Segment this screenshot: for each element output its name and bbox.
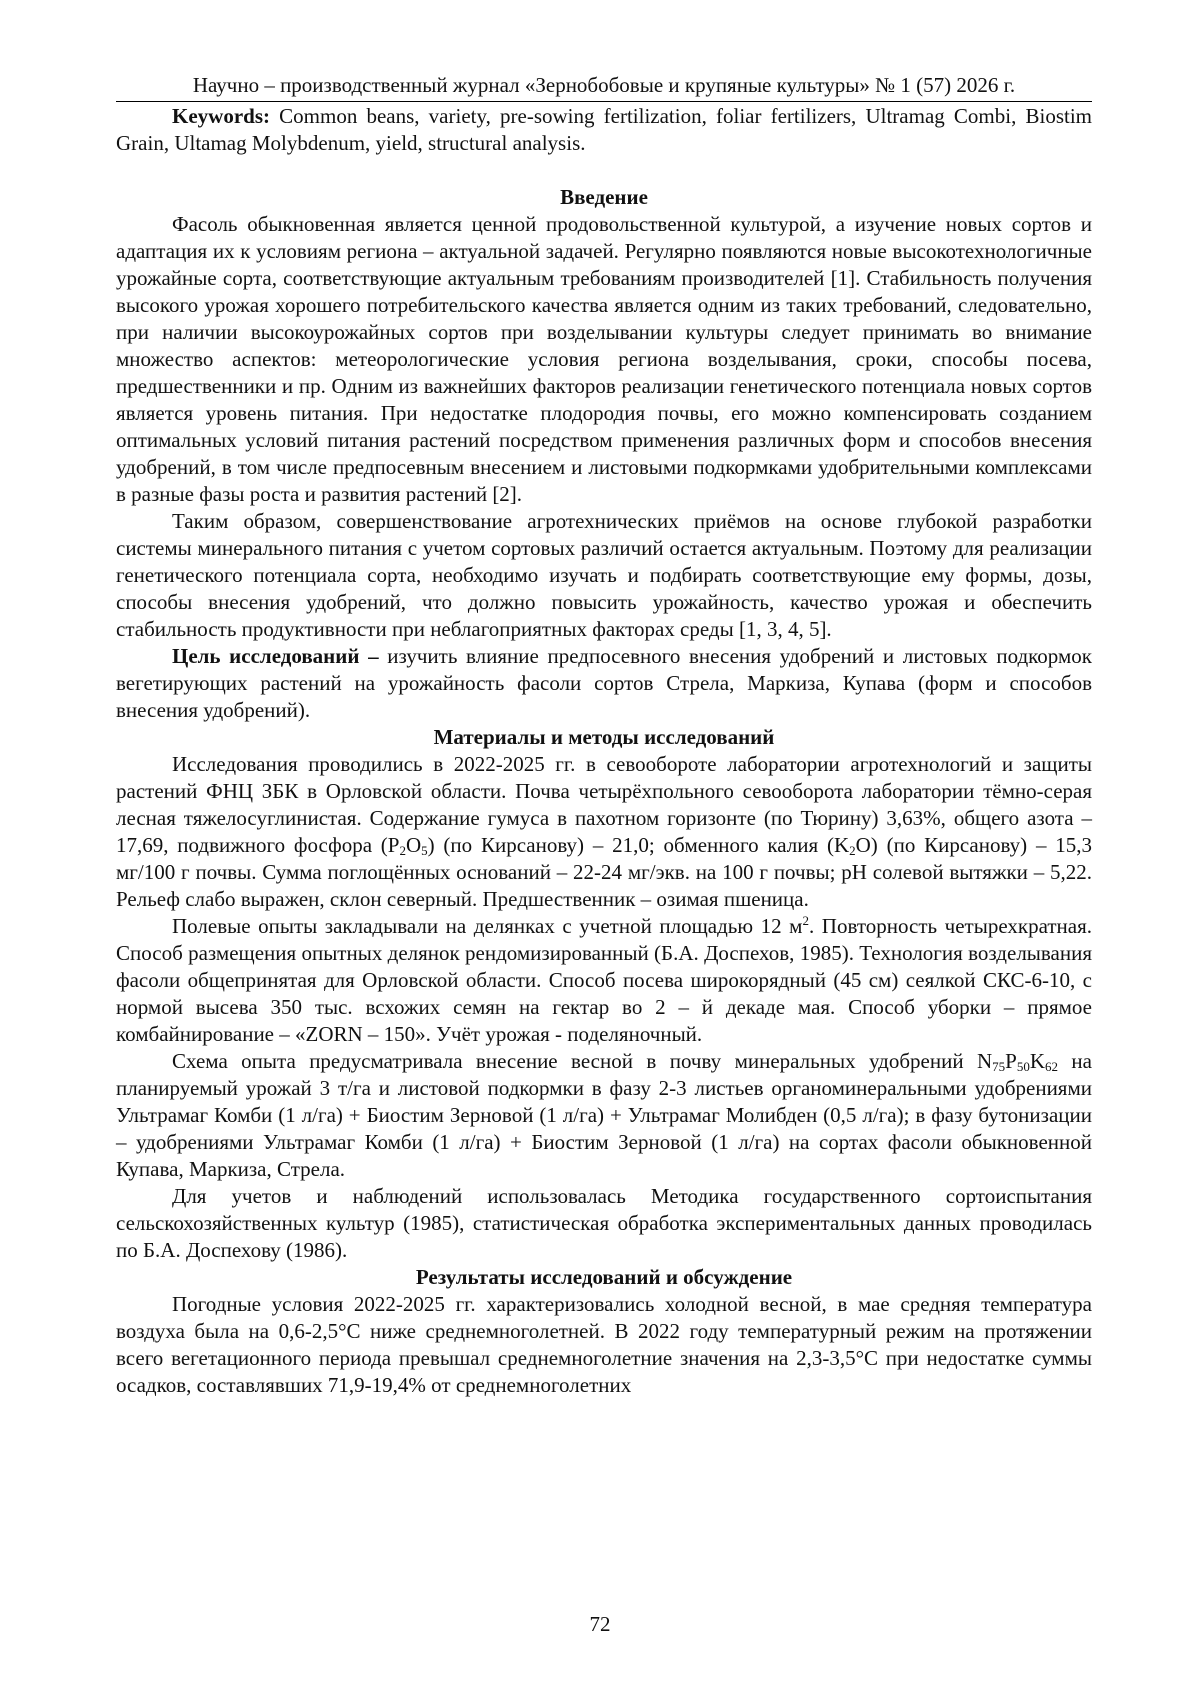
methods-p3-text-b: на планируемый урожай 3 т/га и листовой подкормки в фазу 2-3 листьев органоминеральными удобрениями Ультрамаг Комби (1 л/га) + Биостим Зерновой (1 л/га) + Ультрамаг Молибден (0,5 л/га); в фазу бутонизации – удобрениями Ультрамаг Комби (1 л/га) + Биостим Зерновой (1 л/га) на сортах фасоли обыкновенной Купава, Маркиза, Стрела. <box>116 1049 1092 1181</box>
results-paragraph-1: Погодные условия 2022-2025 гг. характеризовались холодной весной, в мае средняя температура воздуха была на 0,6-2,5°С ниже среднемноголетней. В 2022 году температурный режим на протяжении всего вегетационного периода превышал среднемноголетние значения на 2,3-3,5°С при недостатке суммы осадков, составлявших 71,9-19,4% от среднемноголетних <box>116 1292 1092 1397</box>
methods-p1-text-d: O) (по Кирсанову) – 15,3 мг/100 г почвы. Сумма поглощённых оснований – 22-24 мг/экв. на 100 г почвы; рН солевой вытяжки – 5,22. Рельеф слабо выражен, склон северный. Предшественник – озимая пшеница. <box>116 833 1093 911</box>
methods-heading: Материалы и методы исследований <box>433 725 775 749</box>
intro-paragraph-2: Таким образом, совершенствование агротехнических приёмов на основе глубокой разработки системы минерального питания с учетом сортовых различий остается актуальным. Поэтому для реализации генетического потенциала сорта, необходимо изучать и подбирать соответствующие ему формы, дозы, способы внесения удобрений, что должно повысить урожайность, качество урожая и обеспечить стабильность продуктивности при неблагоприятных факторах среды [1, 3, 4, 5]. <box>116 509 1092 641</box>
journal-header: Научно – производственный журнал «Зернобобовые и крупяные культуры» № 1 (57) 2026 г. <box>116 72 1092 102</box>
methods-paragraph-1 <box>116 751 1092 913</box>
intro-heading: Введение <box>560 185 648 209</box>
superscript: 2 <box>802 913 809 928</box>
goal-paragraph <box>116 643 1092 724</box>
keywords-label: Keywords: <box>172 104 270 128</box>
article-body <box>116 103 1092 1399</box>
methods-paragraph-3 <box>116 1048 1092 1183</box>
methods-p2-text-a: Полевые опыты закладывали на делянках с учетной площадью 12 м <box>172 914 803 938</box>
subscript: 2 <box>849 843 856 858</box>
methods-p3-text-a: Схема опыта предусматривала внесение весной в почву минеральных удобрений N <box>172 1049 993 1073</box>
goal-label: Цель исследований – <box>172 644 379 668</box>
formula-letter: K <box>1029 1049 1046 1073</box>
methods-paragraph-2 <box>116 913 1092 1048</box>
methods-p2-text-b: . Повторность четырехкратная. Способ размещения опытных делянок рендомизированный (Б.А. Доспехов, 1985). Технология возделывания фасоли общепринятая для Орловской области. Способ посева широкорядный (45 см) сеялкой СКС-6-10, с нормой высева 350 тыс. всхожих семян на гектар во 2 – й декаде мая. Способ уборки – прямое комбайнирование – «ZORN – 150». Учёт урожая - поделяночный. <box>116 914 1092 1046</box>
subscript: 62 <box>1045 1059 1059 1074</box>
keywords-paragraph <box>116 103 1092 157</box>
subscript: 5 <box>421 843 428 858</box>
methods-p1-text-b: O <box>405 833 422 857</box>
subscript: 75 <box>992 1059 1006 1074</box>
methods-p1-text-a: Исследования проводились в 2022-2025 гг. в севообороте лаборатории агротехнологий и защиты растений ФНЦ ЗБК в Орловской области. Почва четырёхпольного севооборота лаборатории тёмно-серая лесная тяжелосуглинистая. Содержание гумуса в пахотном горизонте (по Тюрину) 3,63%, общего азота – 17,69, подвижного фосфора (P <box>116 752 1092 857</box>
subscript: 50 <box>1016 1059 1030 1074</box>
page-number: 72 <box>589 1612 611 1636</box>
formula-letter: P <box>1005 1049 1017 1073</box>
results-heading: Результаты исследований и обсуждение <box>415 1265 793 1289</box>
methods-p1-text-c: ) (по Кирсанову) – 21,0; обменного калия (K <box>427 833 850 857</box>
subscript: 2 <box>399 843 406 858</box>
intro-paragraph-1: Фасоль обыкновенная является ценной продовольственной культурой, а изучение новых сортов и адаптация их к условиям региона – актуальной задачей. Регулярно появляются новые высокотехнологичные урожайные сорта, соответствующие актуальным требованиям производителей [1]. Стабильность получения высокого урожая хорошего потребительского качества является одним из таких требований, следовательно, при наличии высокоурожайных сортов при возделывании культуры следует принимать во внимание множество аспектов: метеорологические условия региона возделывания, сроки, способы посева, предшественники и пр. Одним из важнейших факторов реализации генетического потенциала новых сортов является уровень питания. При недостатке плодородия почвы, его можно компенсировать созданием оптимальных условий питания растений посредством применения различных форм и способов внесения удобрений, в том числе предпосевным внесением и листовыми подкормками удобрительными комплексами в разные фазы роста и развития растений [2]. <box>116 212 1092 506</box>
methods-paragraph-4: Для учетов и наблюдений использовалась Методика государственного сортоиспытания сельскохозяйственных культур (1985), статистическая обработка экспериментальных данных проводилась по Б.А. Доспехову (1986). <box>116 1184 1092 1262</box>
goal-text: изучить влияние предпосевного внесения удобрений и листовых подкормок вегетирующих растений на урожайность фасоли сортов Стрела, Маркиза, Купава (форм и способов внесения удобрений). <box>116 644 1092 722</box>
keywords-text: Common beans, variety, pre-sowing fertilization, foliar fertilizers, Ultramag Combi, Biostim Grain, Ultamag Molybdenum, yield, structural analysis. <box>116 104 1092 155</box>
